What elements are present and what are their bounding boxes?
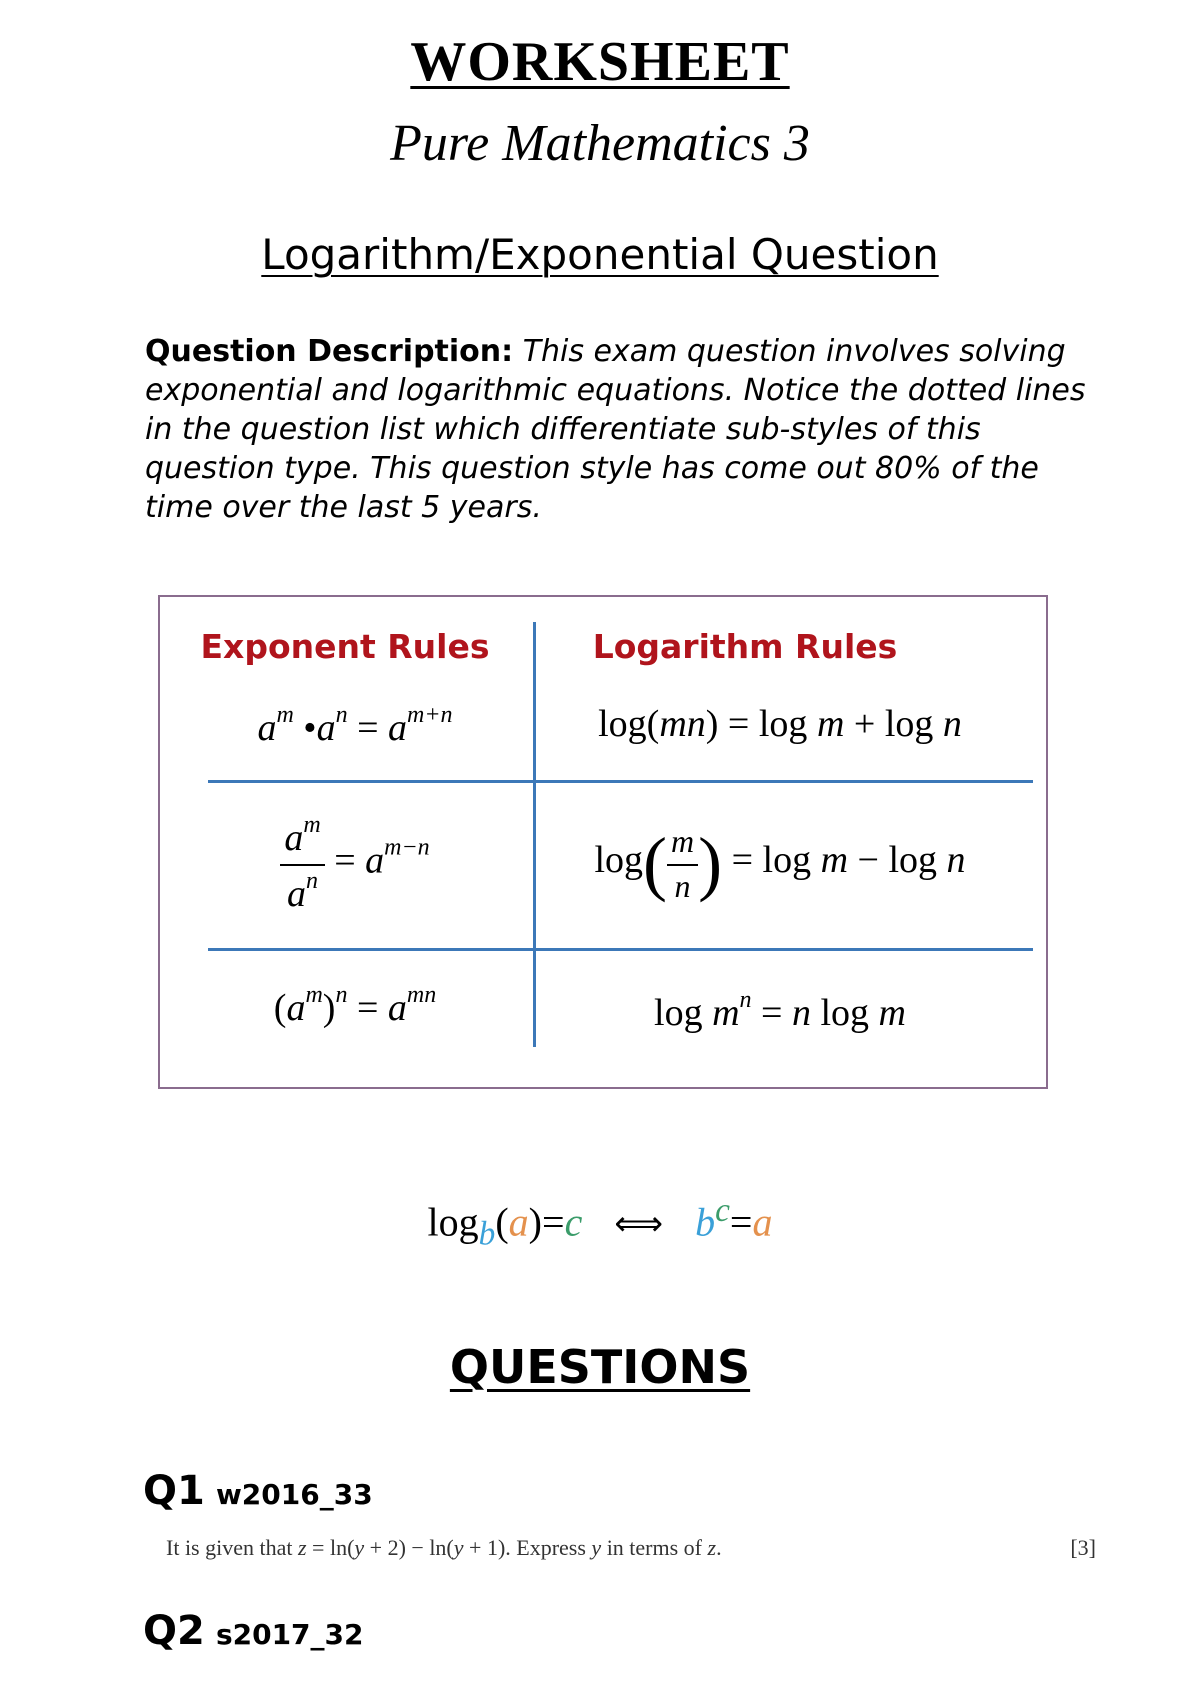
description-label: Question Description: <box>145 334 514 369</box>
topic-title: Logarithm/Exponential Question <box>261 230 939 279</box>
table-divider-1 <box>208 780 1033 783</box>
question-marks: [3] <box>1070 1535 1096 1560</box>
description-text: This exam question involves solving exponential and logarithmic equations. Notice the dotted lines in the question list which differentiate sub-styles of this question type. This question style has come out 80% of the time over the last 5 years. <box>145 334 1086 525</box>
worksheet-title: WORKSHEET <box>410 31 790 93</box>
question-number: Q1 <box>143 1468 205 1514</box>
question-code: s2017_32 <box>215 1618 364 1651</box>
log-rule-quotient: log( $\frac{m}{n}$ ) = log m − log n <box>594 822 966 904</box>
exponent-rule-quotient: $\frac{a^m}{a^n}$ = $a^{m-n}$ <box>200 812 510 916</box>
question-heading <box>143 1468 373 1514</box>
exponent-rule-power: $(a^m)^n = a^{mn}$ <box>273 982 437 1029</box>
question-number: Q2 <box>143 1608 205 1654</box>
question-text: It is given that z = ln(y + 2) − ln(y + 1). Express y in terms of z. [3] <box>166 1535 1096 1560</box>
table-divider-2 <box>208 948 1033 951</box>
log-definition-equation: $\log_b(a)=c$ ⟺ $b^c=a$ <box>427 1192 773 1253</box>
questions-heading: QUESTIONS <box>449 1340 751 1394</box>
log-rule-product: log(mn) = log m + log n <box>598 703 962 745</box>
exponent-rules-header: Exponent Rules <box>200 627 490 666</box>
subject-title: Pure Mathematics 3 <box>390 115 810 172</box>
log-rule-power: $\log m^n = n$ log m <box>654 987 906 1034</box>
question-description <box>145 332 1095 527</box>
question-heading <box>143 1608 364 1654</box>
exponent-rule-product: $a^m$ $•a^n = a^{m+n}$ <box>257 702 453 749</box>
rules-table <box>158 595 1048 1089</box>
equivalence-arrow-icon: ⟺ <box>614 1204 664 1245</box>
question-code: w2016_33 <box>215 1478 373 1511</box>
table-vertical-divider <box>533 622 536 1047</box>
logarithm-rules-header: Logarithm Rules <box>592 627 898 666</box>
